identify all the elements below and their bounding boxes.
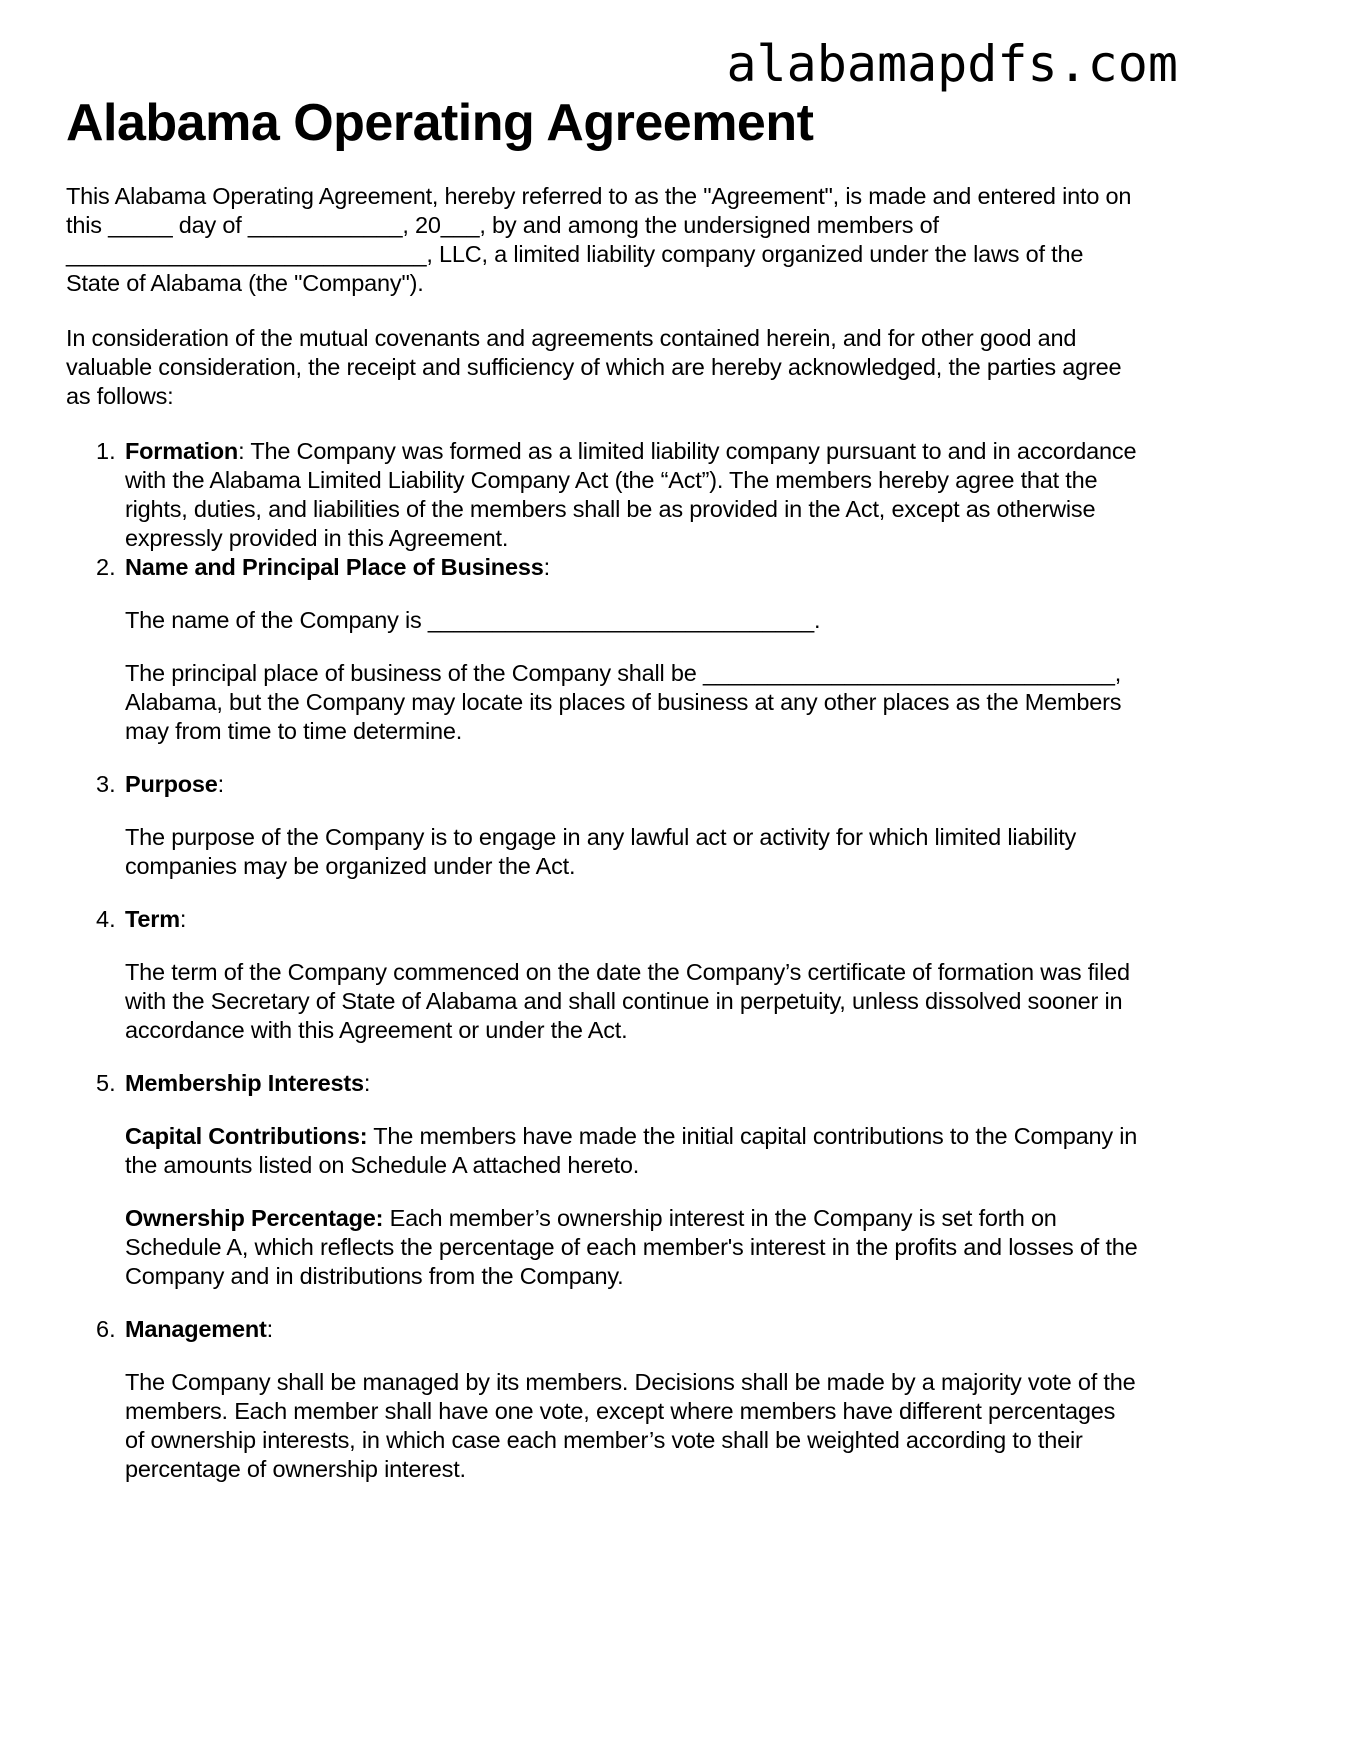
site-name: alabamapdfs.com (726, 35, 1178, 93)
term-heading-line (125, 905, 1140, 934)
purpose-colon: : (217, 771, 224, 797)
membership-heading-line (125, 1069, 1140, 1098)
formation-heading: Formation (125, 438, 239, 464)
section-number: 6. (96, 1316, 116, 1342)
name-place-heading: Name and Principal Place of Business (125, 554, 544, 580)
section-number: 4. (96, 906, 116, 932)
membership-heading: Membership Interests (125, 1070, 364, 1096)
section-name-and-place (66, 553, 1140, 746)
capital-contributions-label: Capital Contributions: (125, 1123, 368, 1149)
management-heading-line (125, 1315, 1140, 1344)
management-colon: : (266, 1316, 273, 1342)
intro-paragraph-1: This Alabama Operating Agreement, hereby referred to as the "Agreement", is made and entered into on this _____ day of ____________, 20___, by and among the undersigned members of ____________________________, LLC, a limited liability company organized under the laws of the State of Alabama (the "Company"). (66, 183, 1132, 296)
intro-paragraph-2: In consideration of the mutual covenants and agreements contained herein, and for other good and valuable consideration, the receipt and sufficiency of which are hereby acknowledged, the parties agree as follows: (66, 325, 1122, 409)
formation-body: : The Company was formed as a limited liability company pursuant to and in accordance with the Alabama Limited Liability Company Act (the “Act”). The members hereby agree that the rights, duties, and liabilities of the members shall be as provided in the Act, except as otherwise expressly provided in this Agreement. (125, 438, 1137, 551)
principal-place-paragraph: The principal place of business of the Company shall be ________________________________, Alabama, but the Company may locate its places of business at any other places as the Members may from time to time determine. (125, 660, 1122, 744)
purpose-paragraph: The purpose of the Company is to engage in any lawful act or activity for which limited liability companies may be organized under the Act. (125, 824, 1077, 879)
section-membership-interests (66, 1069, 1140, 1291)
section-number: 1. (96, 438, 116, 464)
formation-heading-line (125, 437, 1140, 553)
management-paragraph: The Company shall be managed by its members. Decisions shall be made by a majority vote of the members. Each member shall have one vote, except where members have different percentages of ownership interests, in which case each member’s vote shall be weighted according to their percentage of ownership interest. (125, 1369, 1136, 1482)
term-heading: Term (125, 906, 180, 932)
purpose-heading-line (125, 770, 1140, 799)
term-colon: : (179, 906, 187, 932)
ownership-percentage-paragraph: Ownership Percentage: Each member’s ownership interest in the Company is set forth on Schedule A, which reflects the percentage of each member's interest in the profits and losses of the Company and in distributions from the Company. (125, 1205, 1138, 1289)
company-name-line: The name of the Company is ______________________________. (125, 607, 821, 633)
ownership-percentage-label: Ownership Percentage: (125, 1205, 384, 1231)
purpose-heading: Purpose (125, 771, 218, 797)
section-purpose (66, 770, 1140, 881)
page-title: Alabama Operating Agreement (66, 94, 814, 152)
management-heading: Management (125, 1316, 267, 1342)
section-number: 5. (96, 1070, 116, 1096)
section-term (66, 905, 1140, 1045)
membership-colon: : (363, 1070, 371, 1096)
section-management (66, 1315, 1140, 1484)
section-number: 3. (96, 771, 116, 797)
section-number: 2. (96, 554, 116, 580)
section-formation (66, 437, 1140, 553)
capital-contributions-paragraph: Capital Contributions: The members have made the initial capital contributions to the Company in the amounts listed on Schedule A attached hereto. (125, 1123, 1138, 1178)
name-place-heading-line (125, 553, 1140, 582)
term-paragraph: The term of the Company commenced on the date the Company’s certificate of formation was filed with the Secretary of State of Alabama and shall continue in perpetuity, unless dissolved sooner in accordance with this Agreement or under the Act. (125, 959, 1130, 1043)
agreement-sections (66, 437, 1140, 1484)
name-place-colon: : (543, 554, 550, 580)
